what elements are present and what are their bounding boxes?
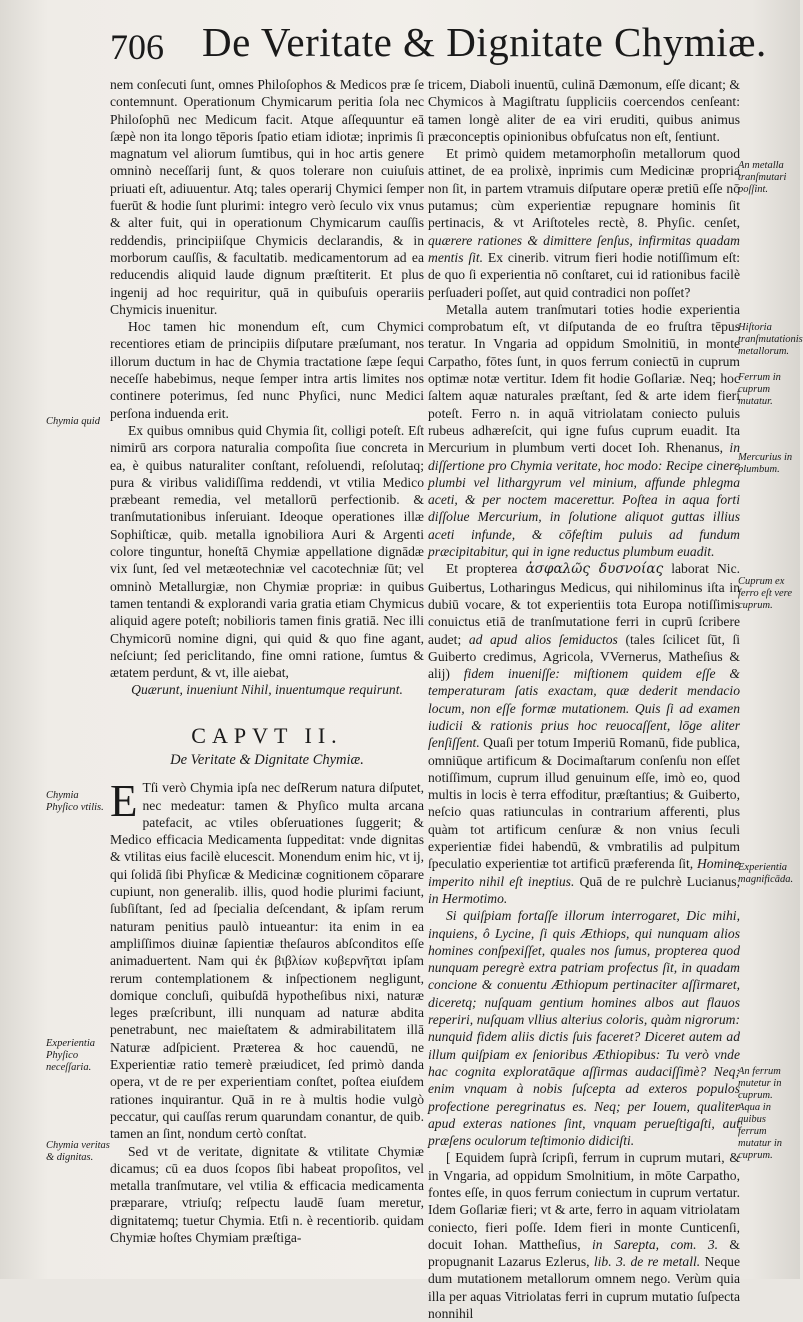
running-title: De Veritate & Dignitate Chymiæ. xyxy=(202,19,767,65)
paragraph xyxy=(110,422,424,681)
paragraph: nem conſecuti ſunt, omnes Philoſophos & Medicos præ ſe contemnunt. Operationum Chymicarum peritia ſola nec Philoſophū nec Medicum facit. Atque aſſequuntur eā ſæpè non ita longo tēporis ſpatio etiam idiotæ; inprimis ſi magnatum vel aliorum ſumtibus, qui in hoc artis genere omninò neceſſarij ſunt, & quos tolerare non cuiuſuis priuati eſt, adiuuentur. Atq; tales operarij Chymici ſemper fuerūt & hodie ſunt plurimi: integro verò ſeculo vix vnus & alter fuit, qui in operationum Chymicarum cauſſis reddendis, principiiſque Chymicis declarandis, & in morborum cauſſis, & facultatib. medicamentorum ad ea reducendis aliquid laude dignum præſtiterit. Et plus ingenij ad hoc requiritur, quā in quibuſuis operariis Chymicis inuenitur. xyxy=(110,77,424,317)
page-header xyxy=(110,18,780,72)
italic-citation: lib. 3. de re metall. xyxy=(593,1254,701,1270)
verse-quote: Quærunt, inueniunt Nihil, inuentumque requirunt. xyxy=(131,682,403,698)
paragraph xyxy=(428,1149,740,1322)
paragraph xyxy=(428,145,740,301)
marginal-note: Experientia Phyſico neceſſaria. xyxy=(46,1038,95,1073)
italic-citation: in Sarepta, com. 3. xyxy=(591,1236,719,1252)
marginal-note: Chymia veritas & dignitas. xyxy=(46,1140,110,1163)
drop-cap: E xyxy=(110,776,138,827)
italic-quote: ad apud alios ſemiductos xyxy=(468,631,618,647)
text-run: [ Equidem ſuprà ſcripſi, ferrum in cuprum mutari, & in Vngaria, ad oppidum Smolnitium, in mōte Carpatho, fontes eſſe, in quos ferrum coniectum in cuprum vertatur. Idem Goſlariæ fieri; vt & arte, ferro in aquam vitriolatam coniecto, fieri poſſe. Idem fieri in monte Cunticenſi, docuit Iohan. Mattheſius, xyxy=(428,1150,740,1252)
italic-quote: in Hermotimo. xyxy=(428,890,508,906)
text-run: Ex cinerib. vitrum fieri hodie notiſſimum eſt: de quo ſi experientia nō conſtaret, cui id rationibus facilè perſuaderi poſſet, aut quid contradici non poſſet? xyxy=(428,249,741,300)
paragraph: Sed vt de veritate, dignitate & vtilitate Chymiæ dicamus; cū ea duos ſcopos ſibi habeat propoſitos, vel metalla tranſmutare, vel vtilia & efficacia medicamenta præparare, vtriuſq; reſpectu laudē ſuam meretur, dignitatemq; tuetur Chymia. Etſi n. è recentiorib. quidam Chymiæ hoſtes Chymiam præſtiga- xyxy=(110,1143,424,1245)
italic-quote: quærere rationes & dimittere ſenſus, infirmitas quadam mentis ſit. xyxy=(428,232,740,265)
italic-quote: fidem inueniſſe: miſtionem quidem eſſe & temperaturam ſatis exactam, quæ dederit mendacio locum, non eſſe formæ mutationem. Quis ſi ad examen iudicii & rationis prius hoc reuocaſſent, lōge aliter ſenſiſſent. xyxy=(428,666,740,751)
paragraph: Hoc tamen hic monendum eſt, cum Chymici recentiores etiam de principiis diſputare præſumant, nos illorum ductum in hac de Chymia tractatione ſæpe ſequi neceſſe habebimus, neque ſemper intra artis limites nos continere poterimus, ſed nunc Phyſici, nunc Medici perſona induenda erit. xyxy=(110,319,424,421)
chapter-subtitle: De Veritate & Dignitate Chymiæ. xyxy=(170,751,364,768)
page-number: 706 xyxy=(110,27,164,67)
marginal-note: Ferrum in cuprum mutatur. xyxy=(738,372,781,407)
italic-quote: Homine imperito nihil eſt ineptius. xyxy=(428,856,740,889)
text-run: (tales ſcilicet ſūt, ſi Guiberto credimus, Agricola, VVernerus, Matheſius & alij) xyxy=(428,631,741,682)
text-run: & propugnanit Lazarus Ezlerus, xyxy=(428,1236,740,1270)
paragraph-text: Ex quibus omnibus quid Chymia ſit, colligi poteſt. Eſt nimirū ars corpora naturalia compoſita ſiue concreta in ea, è quibus naturaliter conſtant, reſoluendi, reſolutaq; pura & viribus validiſſima reddendi, vt vtilia Medico præbeant remedia, vel metallorū perfectionib. & tranſmutationibus inſeruiant. Ideoque operationes illæ Sophiſticæ, quib. metalla ignobiliora Auri & Argenti colore tinguntur, honeſtā Chymiæ appellatione dignādæ vix ſunt, ſed vel metæotechniæ vel cacotechniæ ſūt; vel omninò Metallurgiæ, non Chymiæ propriæ: in quibus tamen tentandi & explorandi varia gratia etiam Chymicus aliquid agere poteſt; nobilioris tamen finis gratiā. Nec illi Chymicorū nomine digni, qui quid & quo fine agant, neſciunt; ſed periclitando, fine omni ratione, ſumtus & ætatem perdunt, & vt, ille aiebat, xyxy=(110,422,424,681)
italic-quote: in diſſertione pro Chymia veritate, hoc modo: Recipe cinere plumbi vel lithargyrum vel minium, affunde phlegma aceti, & per noctem macerettur. Poſtea in aqua forti diſſolue Mercurium, in ſolutione aliquot guttas illius aceti infunde, & cōfeſtim puluis ad fundum præcipitabitur, qui in igne reductus plumbum euadit. xyxy=(428,440,740,560)
greek-phrase: ἀσφαλῶς δυσνοίας xyxy=(525,561,664,578)
text-run: Quā de re pulchrè Lucianus, xyxy=(579,873,740,889)
text-run: laborat Nic. Guibertus, Lotharingus Medicus, qui nihilominus iſta in dubiū vocare, & tot experientiis tota Europa notiſſimis conuictus etiā de tranſmutatione ferri in cuprū ſcribere audet; xyxy=(428,561,741,647)
marginal-note: Experientia magnificāda. xyxy=(738,862,794,885)
text-run: Neque dum mutationem metallorum omnem nego. Verùm quia illa per aquas Vitriolatas ferri in cuprum mutatio ſuſpecta nonnihil xyxy=(428,1254,740,1322)
text-run: Et propterea xyxy=(446,561,518,577)
marginal-note: Mercurius in plumbum. xyxy=(738,452,793,475)
right-column xyxy=(428,76,740,1322)
marginal-note: Hiſtoria tranſmutationis metallorum. xyxy=(738,322,803,357)
paragraph xyxy=(428,301,740,560)
marginal-note: An metalla tranſmutari poſſint. xyxy=(738,160,787,195)
chapter-heading: CAPVT II. xyxy=(191,722,343,748)
paragraph xyxy=(428,560,740,907)
quoted-passage: Si quiſpiam fortaſſe illorum interrogaret, Dic mihi, inquiens, ô Lycine, ſi quis Æthiops, qui nunquam alios homines conſpexiſſet, quales nos ſumus, propterea quod nunquam peregrè extra patriam profectus ſit, in quadam concione & conuentu Æthiopum pertinaciter aſſirmaret, diceretq; nuſquam gentium homines albos aut flauos reperiri, nuſquam vllius alterius coloris, quàm nigrorum: nunquid fidem aliis dictis ſuis faceret? Diceret autem ad illum quiſpiam ex ſenioribus Æthiopibus: Tu verò vnde hac cognita exploratāque aſſirmas audaciſſimè? Neq; enim vnquam à nobis ſuſcepta ad exteros populos profectione peregrinatus es. Neq; per Iouem, qualiter apud exteras nationes ſint, vnquam perueſtigaſti, aut præſens oculorum teſtimonio didiciſti. xyxy=(428,908,740,1149)
marginal-note: Chymia quid xyxy=(46,416,100,427)
marginal-note: An ferrum mutetur in cuprum. Aqua in quibus ferrum mutatur in cuprum. xyxy=(738,1066,783,1161)
paragraph xyxy=(110,776,424,1142)
paragraph-text: Tſi verò Chymia ipſa nec deſRerum natura diſputet, nec medeatur: tamen & Phyſico multa arcana patefacit, ac vtiles obſeruationes ſuggerit; & Medico efficacia Medicamenta ſuppeditat: vnde dignitas & vtilitas eius facilè elucescit. Monendum enim hic, vt ij, qui ſolidā ſibi Phyſicæ & Medicinæ cognitionem cōparare cupiunt, non generalib. illis, quod hodie plurimi faciunt, ſubſiſtant, ſed ad ſpecialia deſcendant, & ipſam rerum naturam penitius paulò intueantur: ita enim in ea ampliſſimos diuinæ ſapientiæ theſauros abſconditos eſſe animaduertent. Nam qui ἐκ βιβλίων κυβερνῆται ipſam rerum contemplationem & inſpectionem negligunt, domique concluſi, quibuſdā hypotheſibus nixi, naturæ leges præſcribunt, illi nunquam ad naturæ abdita penetrabunt, nec maieſtatem & admirabilitatem illā Naturæ adſpicient. Præterea & hoc cauendū, ne Experientiæ ratio temerè præiudicet, ſed primò danda opera, vt de re per experientiam conſtet, poſtea eiuſdem rationes inquirantur. Quā in re à multis hodie vulgò peccatur, qui cauſſas rerum quarundam conantur, de quib. tamen an ſint, nondum certò conſtat. xyxy=(110,780,424,1142)
text-run: Et primò quidem metamorphoſin metallorum quod attinet, de ea prolixè, inprimis cum Medicinæ propria non ſit, in partem vtramuis diſputare operæ pretiū eſſe nō putamus; cùm experientiæ repugnare hominis ſit pertinacis, & vt Ariſtoteles rectè, 8. Phyſic. cenſet, xyxy=(428,146,740,231)
marginal-note: Cuprum ex ferro eſt vere cuprum. xyxy=(738,576,793,611)
text-run: Metalla autem tranſmutari toties hodie experientia comprobatum eſt, vt diſputanda de eo fruſtra tēpus teratur. In Vngaria ad oppidum Smolnitiū, in monte Carpatho, fōtes ſunt, in quos ferrum coniectū in cuprum optimæ notæ vertitur. Idem fit hodie Goſlariæ. Neq; hoc ſaltem aquæ naturales præſtant, ſed & arte idem fieri poteſt. Ferro n. in aquā vitriolatam coniecto puluis rubeus adhæreſcit, qui igne fuſus cuprum euadit. Ita Mercurium in plumbum verti docet Ioh. Rhenanus, xyxy=(428,301,740,456)
marginal-note: Chymia Phyſico vtilis. xyxy=(46,790,104,813)
text-run: Quaſi per totum Imperiū Romanū, fide publica, omniūque artificum & Docimaſtarum conſenſu non eſſet notiſſimum, cuprum illud genuinum eſſe, imò eo, quod multis in locis è terra effoditur, præſtantius; & Guiberto, neſcio quas ratiunculas in contrarium afferenti, plus quàm tot artificum cenſuræ & non vnius ſeculi experientiæ fidei habendū, & vmbratilis ad pulpitum ſpeculatio experientiæ tot artificū præferenda ſit, xyxy=(428,735,740,872)
paragraph: tricem, Diaboli inuentū, culinā Dæmonum, eſſe dicant; & Chymicos à Magiſtratu ſuppliciis coercendos cenſeant: tamen longè aliter de ea viri eruditi, quibus animus præconceptis opinionibus obfuſcatus non eſt, ſentiunt. xyxy=(428,77,740,144)
left-column xyxy=(110,76,424,1246)
